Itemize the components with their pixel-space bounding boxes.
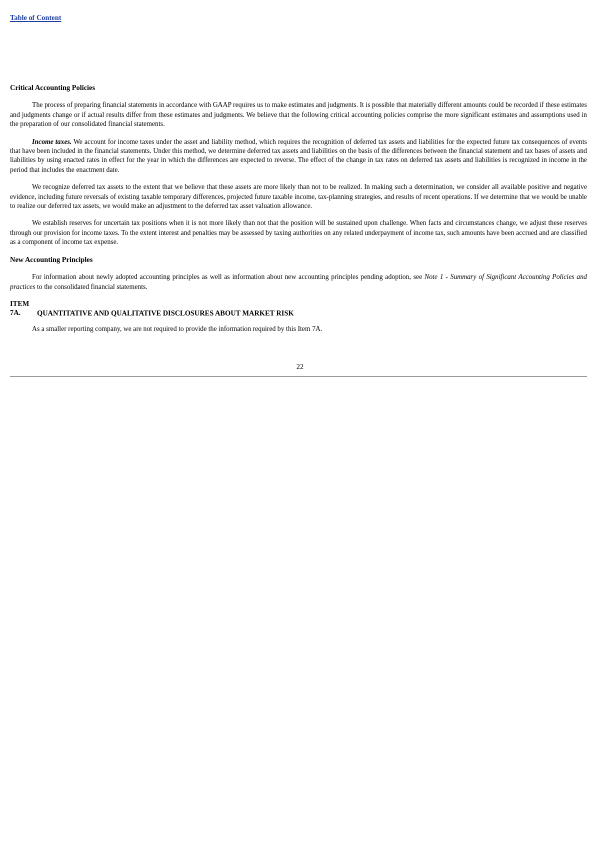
table-of-content-link[interactable]: Table of Content (10, 14, 62, 22)
page-content (10, 84, 587, 334)
item-7a-body: As a smaller reporting company, we are not required to provide the information required by this Item 7A. (32, 325, 323, 333)
new-accounting-body-end: to the consolidated financial statements. (35, 283, 148, 291)
footer-divider (10, 376, 587, 377)
note-reference: Note 1 - Summary of Significant Accounting Policies and practices (10, 274, 587, 291)
item-7a-number: ITEM 7A. (10, 299, 30, 318)
item-7a-heading (10, 300, 587, 319)
uncertain-tax-paragraph: We establish reserves for uncertain tax positions when it is not more likely than not that the position will be sustained upon challenge. When facts and circumstances change, we adjust these reserves through our provision for income taxes. To the extent interest and penalties may be assessed by taxing authorities on any related underpayment of income tax, such amounts have been accrued and are classified as a component of income tax expense. (10, 220, 587, 247)
page-number: 22 (296, 363, 304, 371)
critical-accounting-intro: The process of preparing financial statements in accordance with GAAP requires us to make estimates and judgments. It is possible that materially different amounts could be recorded if these estimates and judgments change or if actual results differ from these estimates and judgments. We believe that the following critical accounting policies comprise the more significant estimates and assumptions used in the preparation of our consolidated financial statements. (10, 102, 587, 129)
item-7a-title: QUANTITATIVE AND QUALITATIVE DISCLOSURES ABOUT MARKET RISK (37, 309, 294, 318)
deferred-tax-paragraph: We recognize deferred tax assets to the extent that we believe that these assets are more likely than not to be realized. In making such a determination, we consider all available positive and negative evidence, including future reversals of existing taxable temporary differences, projected future taxable income, tax-planning strategies, and results of recent operations. If we determine that we would be unable to realize our deferred tax assets, we would make an adjustment to the deferred tax asset valuation allowance. (10, 184, 587, 211)
new-accounting-heading: New Accounting Principles (10, 255, 93, 264)
new-accounting-body-start: For information about newly adopted accounting principles as well as information about new accounting principles pending adoption, see (32, 274, 425, 282)
income-taxes-lead: Income taxes. (32, 138, 72, 146)
critical-accounting-heading: Critical Accounting Policies (10, 84, 96, 92)
new-accounting-paragraph (10, 273, 587, 292)
income-taxes-paragraph (10, 138, 587, 176)
income-taxes-body: We account for income taxes under the asset and liability method, which requires the recognition of deferred tax assets and liabilities for the expected future tax consequences of events that have been included in the financial statements. Under this method, we determine deferred tax assets and liabilities on the basis of the differences between the financial statement and tax bases of assets and liabilities by using enacted rates in effect for the year in which the differences are expected to reverse. The effect of the change in tax rates on deferred tax assets and liabilities is recognized in income in the period that includes the enactment date. (10, 138, 587, 174)
